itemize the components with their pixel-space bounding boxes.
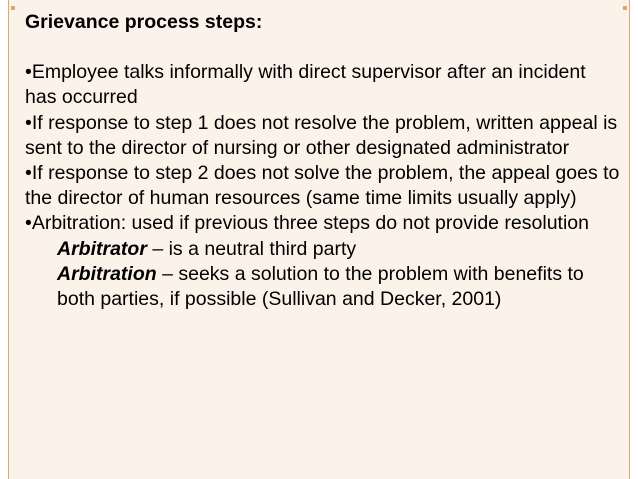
- definition-arbitrator: [25, 237, 621, 262]
- bullet-step-3: •If response to step 2 does not solve the problem, the appeal goes to the director of human resources (same time limits usually apply): [25, 162, 620, 210]
- term-arbitration: Arbitration: [57, 262, 157, 285]
- definition-arbitrator-text: – is a neutral third party: [146, 237, 357, 260]
- bullet-step-1: •Employee talks informally with direct supervisor after an incident has occurred: [25, 61, 586, 109]
- definition-arbitration-text: – seeks a solution to the problem with benefits to both parties, if possible (Sullivan and Decker, 2001): [57, 262, 584, 311]
- corner-dot-left: [11, 6, 15, 10]
- bullet-arbitration: •Arbitration: used if previous three steps do not provide resolution: [25, 212, 589, 235]
- slide-content: [25, 10, 621, 312]
- slide-frame: [8, 0, 630, 479]
- term-arbitrator: Arbitrator: [57, 237, 147, 260]
- corner-dot-right: [623, 6, 627, 10]
- definition-arbitration: [25, 262, 621, 312]
- bullet-step-2: •If response to step 1 does not resolve the problem, written appeal is sent to the director of nursing or other designated administrator: [25, 111, 618, 159]
- slide-title: Grievance process steps:: [25, 11, 263, 33]
